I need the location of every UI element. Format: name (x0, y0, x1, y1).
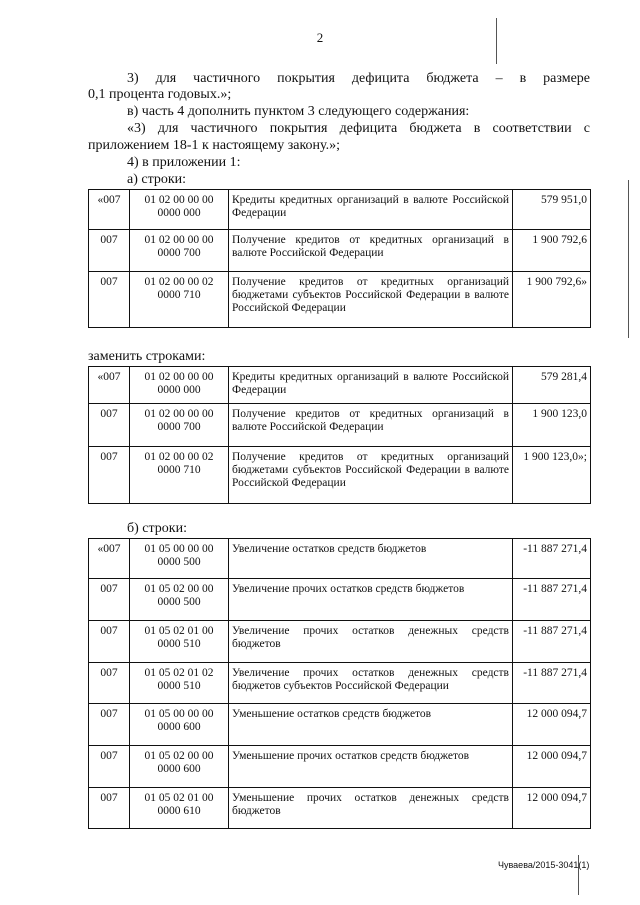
row-code-cell: 007 (89, 579, 130, 621)
row-code-cell: 007 (89, 663, 130, 704)
row-amount-cell: 1 900 123,0»; (513, 447, 591, 504)
row-amount-cell: -11 887 271,4 (513, 663, 591, 704)
footer-document-code: Чуваева/2015-3041(1) (498, 860, 590, 870)
paragraph-4: 4) в приложении 1: (127, 155, 241, 170)
row-code-cell: 007 (89, 621, 130, 663)
table-b-old-rows (88, 538, 591, 829)
row-classification-cell: 01 02 00 00 00 0000 700 (130, 230, 229, 272)
row-description-cell: Получение кредитов от кредитных организаций в валюте Российской Федерации (229, 230, 513, 272)
row-amount-cell: 1 900 792,6» (513, 272, 591, 328)
row-description-cell: Кредиты кредитных организаций в валюте Российской Федерации (229, 367, 513, 404)
table-row (89, 230, 591, 272)
table-a-old-rows (88, 189, 591, 328)
paragraph-2: в) часть 4 дополнить пунктом 3 следующего содержания: (127, 104, 470, 119)
row-classification-cell: 01 02 00 00 00 0000 000 (130, 367, 229, 404)
margin-mark-line (628, 180, 629, 338)
row-description-cell: Увеличение прочих остатков денежных средств бюджетов (229, 621, 513, 663)
row-code-cell: «007 (89, 539, 130, 579)
row-classification-cell: 01 02 00 00 00 0000 000 (130, 190, 229, 230)
table-row (89, 788, 591, 829)
table-row (89, 539, 591, 579)
row-classification-cell: 01 05 02 00 00 0000 600 (130, 746, 229, 788)
row-classification-cell: 01 05 02 01 00 0000 510 (130, 621, 229, 663)
row-code-cell: 007 (89, 230, 130, 272)
row-description-cell: Увеличение прочих остатков денежных средств бюджетов субъектов Российской Федерации (229, 663, 513, 704)
table-row (89, 367, 591, 404)
row-code-cell: 007 (89, 404, 130, 447)
row-classification-cell: 01 05 02 01 02 0000 510 (130, 663, 229, 704)
row-amount-cell: 579 281,4 (513, 367, 591, 404)
row-description-cell: Получение кредитов от кредитных организаций в валюте Российской Федерации (229, 404, 513, 447)
row-description-cell: Кредиты кредитных организаций в валюте Российской Федерации (229, 190, 513, 230)
table-row (89, 663, 591, 704)
row-classification-cell: 01 05 00 00 00 0000 500 (130, 539, 229, 579)
paragraph-1-line-1: 3) для частичного покрытия дефицита бюджета – в размере (127, 71, 590, 86)
row-amount-cell: 12 000 094,7 (513, 746, 591, 788)
margin-mark-line (496, 18, 497, 64)
row-classification-cell: 01 02 00 00 02 0000 710 (130, 447, 229, 504)
row-code-cell: 007 (89, 272, 130, 328)
row-amount-cell: 1 900 792,6 (513, 230, 591, 272)
table-row (89, 746, 591, 788)
table-row (89, 447, 591, 504)
table-row (89, 704, 591, 746)
row-amount-cell: 12 000 094,7 (513, 788, 591, 829)
row-classification-cell: 01 05 02 00 00 0000 500 (130, 579, 229, 621)
row-amount-cell: 1 900 123,0 (513, 404, 591, 447)
row-classification-cell: 01 02 00 00 02 0000 710 (130, 272, 229, 328)
row-description-cell: Получение кредитов от кредитных организаций бюджетами субъектов Российской Федерации в валюте Российской Федерации (229, 447, 513, 504)
row-classification-cell: 01 05 00 00 00 0000 600 (130, 704, 229, 746)
row-code-cell: 007 (89, 704, 130, 746)
row-code-cell: 007 (89, 746, 130, 788)
row-code-cell: «007 (89, 367, 130, 404)
table-a-new-rows (88, 366, 591, 504)
row-code-cell: 007 (89, 788, 130, 829)
paragraph-3-line-2: приложением 18-1 к настоящему закону.»; (88, 138, 341, 153)
page-number: 2 (316, 30, 324, 45)
row-description-cell: Уменьшение остатков средств бюджетов (229, 704, 513, 746)
row-classification-cell: 01 02 00 00 00 0000 700 (130, 404, 229, 447)
table-row (89, 404, 591, 447)
row-amount-cell: -11 887 271,4 (513, 621, 591, 663)
row-amount-cell: 579 951,0 (513, 190, 591, 230)
paragraph-1-line-2: 0,1 процента годовых.»; (88, 87, 232, 102)
table-row (89, 190, 591, 230)
row-amount-cell: -11 887 271,4 (513, 539, 591, 579)
paragraph-6: заменить строками: (88, 349, 206, 364)
table-row (89, 621, 591, 663)
table-row (89, 579, 591, 621)
row-description-cell: Получение кредитов от кредитных организаций бюджетами субъектов Российской Федерации в валюте Российской Федерации (229, 272, 513, 328)
paragraph-5: а) строки: (127, 172, 187, 187)
row-description-cell: Уменьшение прочих остатков средств бюджетов (229, 746, 513, 788)
row-description-cell: Уменьшение прочих остатков денежных средств бюджетов (229, 788, 513, 829)
row-amount-cell: -11 887 271,4 (513, 579, 591, 621)
row-description-cell: Увеличение остатков средств бюджетов (229, 539, 513, 579)
row-description-cell: Увеличение прочих остатков средств бюджетов (229, 579, 513, 621)
paragraph-7: б) строки: (127, 521, 187, 536)
row-classification-cell: 01 05 02 01 00 0000 610 (130, 788, 229, 829)
row-code-cell: 007 (89, 447, 130, 504)
paragraph-3-line-1: «3) для частичного покрытия дефицита бюджета в соответствии с (127, 121, 590, 136)
table-row (89, 272, 591, 328)
row-code-cell: «007 (89, 190, 130, 230)
row-amount-cell: 12 000 094,7 (513, 704, 591, 746)
